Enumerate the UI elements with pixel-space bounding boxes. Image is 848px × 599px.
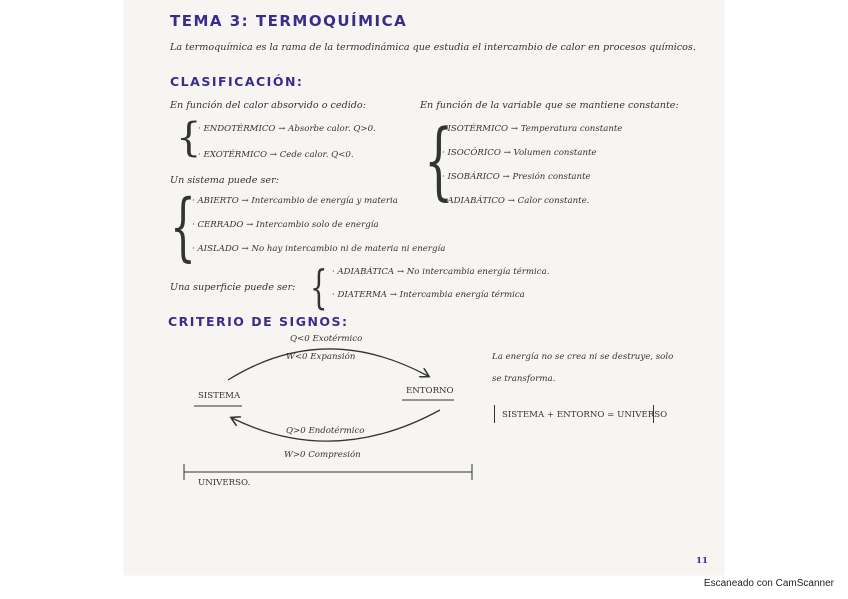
intro-text: La termoquímica es la rama de la termodinámica que estudia el intercambio de calor en procesos químicos. xyxy=(170,42,696,53)
superficie-label: Una superficie puede ser: xyxy=(170,282,296,293)
brace-calor: { xyxy=(176,115,202,161)
page-title: TEMA 3: TERMOQUÍMICA xyxy=(170,12,408,30)
entorno-label: ENTORNO xyxy=(406,386,454,396)
notebook-page xyxy=(124,0,724,575)
universo-label: UNIVERSO. xyxy=(198,478,251,488)
brace-superficie: { xyxy=(310,260,328,314)
brace-variable: { xyxy=(424,111,454,209)
calor-item-endotermico: · ENDOTÉRMICO → Absorbe calor. Q>0. xyxy=(198,124,376,134)
top-arrow-q: Q<0 Exotérmico xyxy=(290,334,363,344)
superficie-item-adiabatica: · ADIABÁTICA → No intercambia energía térmica. xyxy=(332,267,550,277)
sistema-item-cerrado: · CERRADO → Intercambio solo de energía xyxy=(192,220,379,230)
brace-sistema: { xyxy=(170,184,196,270)
variable-item-isotermico: · ISOTÉRMICO → Temperatura constante xyxy=(442,124,623,134)
variable-item-isocorico: · ISOCÓRICO → Volumen constante xyxy=(442,148,597,158)
calor-item-exotermico: · EXOTÉRMICO → Cede calor. Q<0. xyxy=(198,150,354,160)
bottom-arrow-q: Q>0 Endotérmico xyxy=(286,426,365,436)
page-number: 11 xyxy=(696,556,708,566)
clasificacion-heading: CLASIFICACIÓN: xyxy=(170,74,304,89)
bottom-arrow-w: W>0 Compresión xyxy=(284,450,361,460)
scanner-watermark: Escaneado con CamScanner xyxy=(703,578,834,589)
sistema-item-abierto: · ABIERTO → Intercambio de energía y materia xyxy=(192,196,398,206)
sign-diagram-arrows xyxy=(124,0,724,575)
energy-note-line2: se transforma. xyxy=(492,374,556,384)
energy-note-line1: La energía no se crea ni se destruye, solo xyxy=(492,352,674,362)
sistema-item-aislado: · AISLADO → No hay intercambio ni de materia ni energía xyxy=(192,244,446,254)
superficie-item-diaterma: · DIATERMA → Intercambia energía térmica xyxy=(332,290,525,300)
calor-label: En función del calor absorvido o cedido: xyxy=(170,100,366,111)
variable-item-adiabatico: · ADIABÁTICO → Calor constante. xyxy=(442,196,590,206)
criterio-heading: CRITERIO DE SIGNOS: xyxy=(168,314,349,329)
sistema-label: Un sistema puede ser: xyxy=(170,175,279,186)
sistema-label-diagram: SISTEMA xyxy=(198,391,241,401)
variable-item-isobarico: · ISOBÁRICO → Presión constante xyxy=(442,172,591,182)
top-arrow-w: W<0 Expansión xyxy=(286,352,356,362)
equation: SISTEMA + ENTORNO = UNIVERSO xyxy=(502,410,668,420)
variable-label: En función de la variable que se mantiene constante: xyxy=(420,100,679,111)
